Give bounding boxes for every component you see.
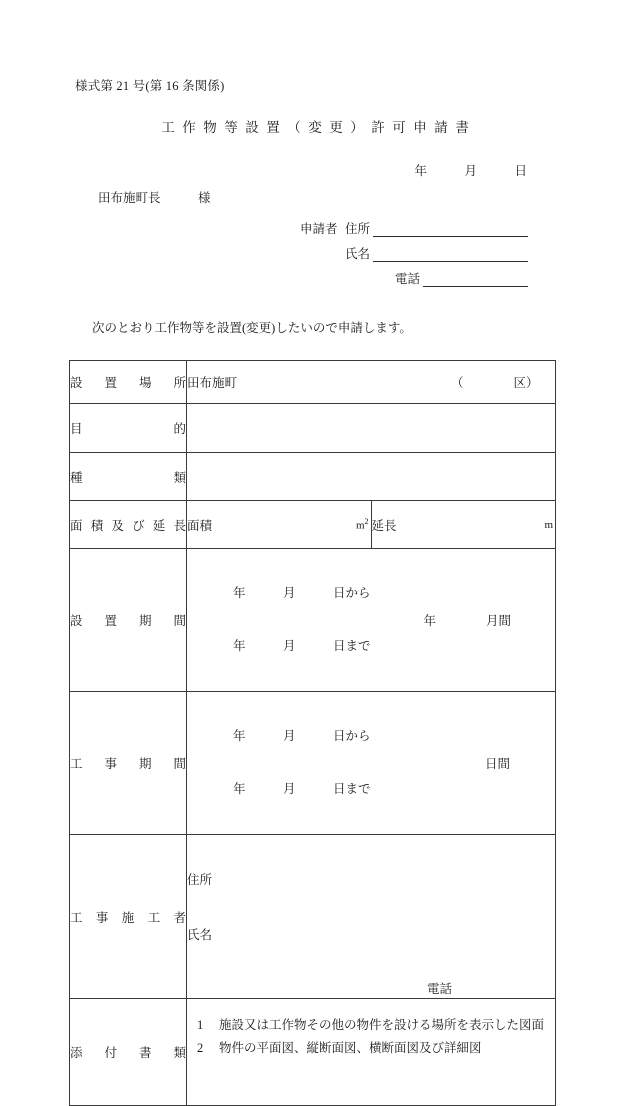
row-label-kind: 種類 bbox=[70, 453, 187, 501]
install-period-from: 年 月 日から bbox=[233, 585, 371, 600]
list-item bbox=[197, 1037, 547, 1060]
applicant-name-label: 氏名 bbox=[345, 247, 371, 261]
row-value-builder[interactable] bbox=[187, 835, 556, 999]
intro-sentence: 次のとおり工作物等を設置(変更)したいので申請します。 bbox=[92, 321, 412, 335]
row-value-purpose[interactable] bbox=[187, 404, 556, 453]
length-unit: m bbox=[544, 518, 553, 531]
work-period-from: 年 月 日から bbox=[233, 728, 371, 743]
row-label-area-length: 面積及び延長 bbox=[70, 501, 187, 549]
row-label-attachments: 添付書類 bbox=[70, 999, 187, 1106]
form-number: 様式第 21 号(第 16 条関係) bbox=[75, 79, 225, 93]
applicant-phone-input[interactable] bbox=[423, 271, 528, 287]
applicant-name-input[interactable] bbox=[373, 246, 528, 262]
row-value-length[interactable] bbox=[371, 501, 556, 549]
work-period-to: 年 月 日まで bbox=[233, 781, 371, 796]
install-period-to: 年 月 日まで bbox=[233, 638, 371, 653]
attachment-text: 物件の平面図、縦断面図、横断面図及び詳細図 bbox=[219, 1041, 482, 1056]
table-row-site bbox=[70, 361, 556, 404]
attachment-number: 2 bbox=[197, 1041, 204, 1056]
builder-address-label: 住所 bbox=[187, 873, 213, 888]
install-period-dates bbox=[233, 549, 371, 691]
applicant-phone-label: 電話 bbox=[395, 272, 421, 286]
table-row-work-period bbox=[70, 692, 556, 835]
row-label-site: 設置場所 bbox=[70, 361, 187, 404]
row-value-kind[interactable] bbox=[187, 453, 556, 501]
work-period-total: 日間 bbox=[484, 757, 510, 771]
list-item bbox=[197, 1014, 547, 1037]
row-label-work-period: 工事期間 bbox=[70, 692, 187, 835]
table-row-install-period bbox=[70, 549, 556, 692]
builder-phone-label: 電話 bbox=[427, 982, 453, 996]
applicant-phone-row bbox=[300, 262, 528, 287]
table-row-builder bbox=[70, 835, 556, 999]
applicant-name-row bbox=[300, 237, 528, 262]
site-town-text: 田布施町 bbox=[187, 376, 238, 390]
row-label-builder: 工事施工者 bbox=[70, 835, 187, 999]
attachment-text: 施設又は工作物その他の物件を設ける場所を表示した図面 bbox=[219, 1018, 545, 1033]
row-value-area[interactable] bbox=[187, 501, 372, 549]
applicant-block bbox=[300, 212, 528, 287]
applicant-address-label: 住所 bbox=[345, 222, 371, 236]
row-value-attachments bbox=[187, 999, 556, 1106]
table-row-attachments bbox=[70, 999, 556, 1106]
install-period-total: 年 月間 bbox=[423, 614, 511, 628]
table-row-kind bbox=[70, 453, 556, 501]
row-label-purpose: 目的 bbox=[70, 404, 187, 453]
application-table bbox=[69, 360, 556, 1106]
table-row-area-length bbox=[70, 501, 556, 549]
row-label-install-period: 設置期間 bbox=[70, 549, 187, 692]
length-label: 延長 bbox=[371, 518, 397, 533]
attachment-list bbox=[197, 1014, 547, 1060]
applicant-prefix-label: 申請者 bbox=[300, 222, 338, 236]
row-value-install-period[interactable] bbox=[187, 549, 556, 692]
row-value-site[interactable] bbox=[187, 361, 556, 404]
area-unit: $m^2$ bbox=[355, 517, 369, 532]
area-label: 面積 bbox=[187, 518, 213, 533]
attachment-number: 1 bbox=[197, 1018, 204, 1033]
row-value-work-period[interactable] bbox=[187, 692, 556, 835]
applicant-address-input[interactable] bbox=[373, 221, 528, 237]
page-title: 工作物等設置（変更）許可申請書 bbox=[161, 120, 477, 135]
work-period-dates bbox=[233, 692, 371, 834]
addressee-line: 田布施町長 様 bbox=[98, 191, 211, 205]
builder-name-label: 氏名 bbox=[187, 927, 213, 942]
table-row-purpose bbox=[70, 404, 556, 453]
date-line: 年 月 日 bbox=[414, 164, 527, 178]
applicant-address-row bbox=[300, 212, 528, 237]
site-district-text: （ 区） bbox=[451, 376, 539, 390]
